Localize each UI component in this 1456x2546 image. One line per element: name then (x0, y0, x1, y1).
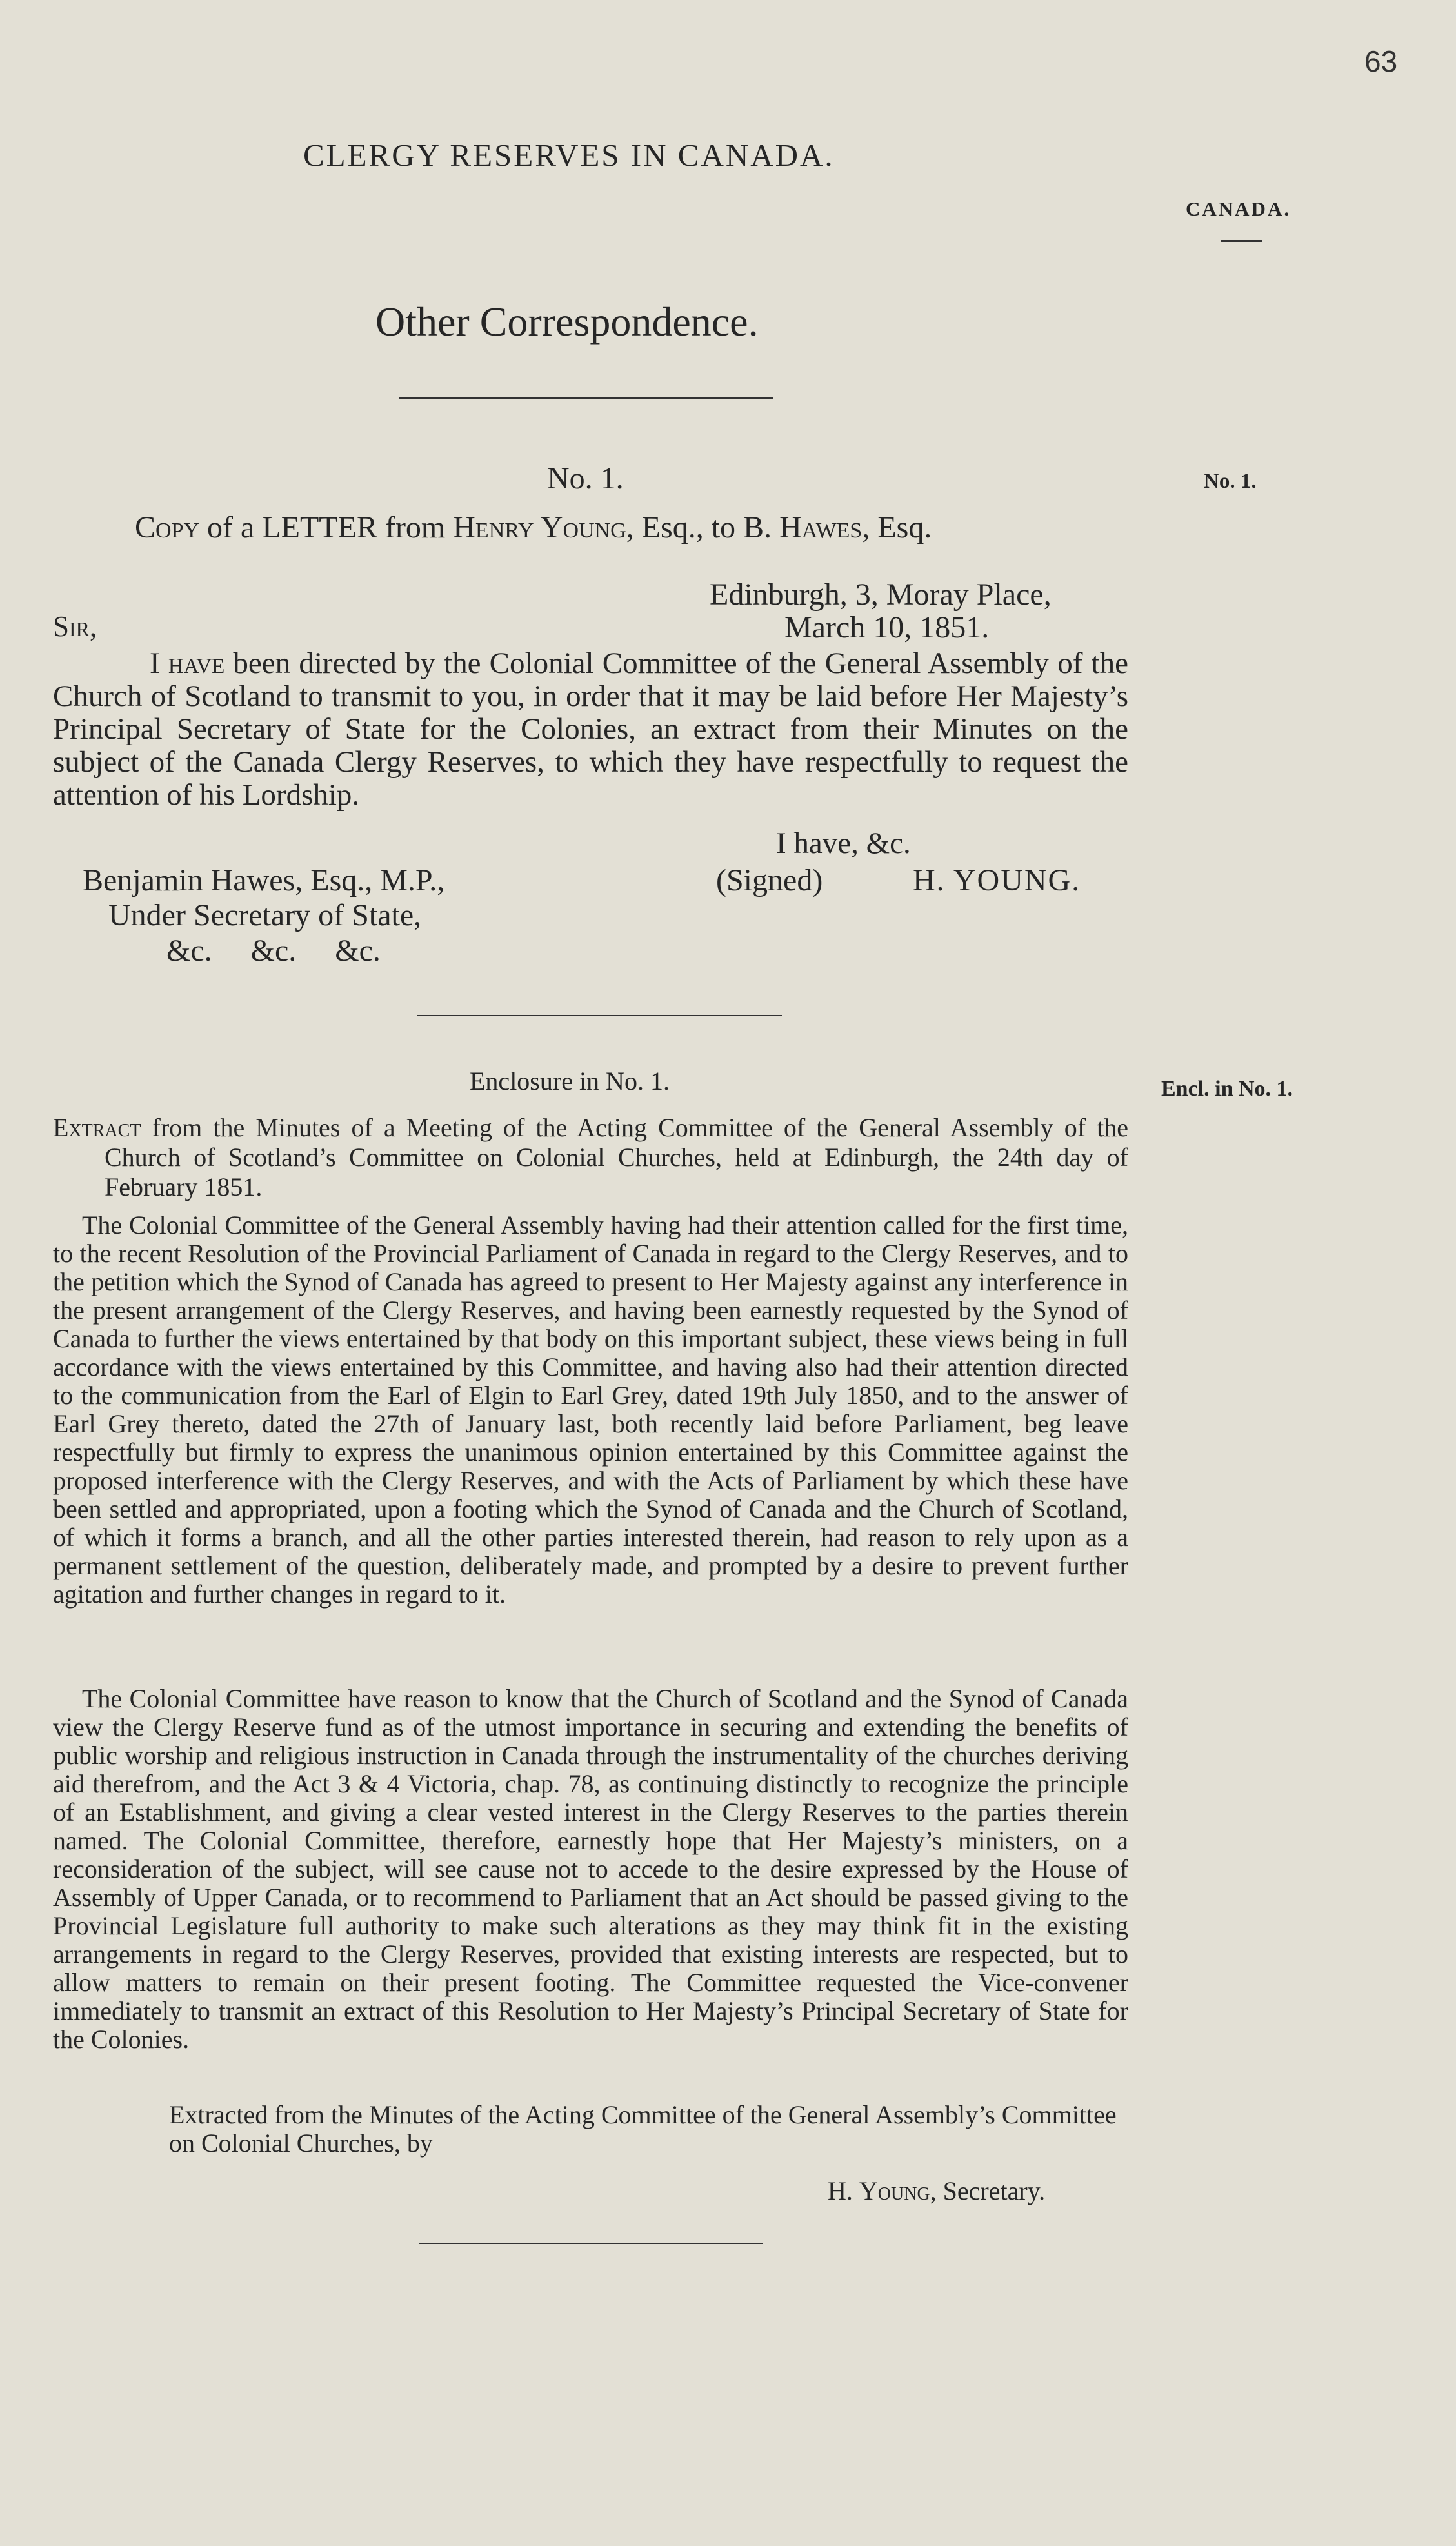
letter-body (53, 647, 1128, 812)
secretary-initial: H. (828, 2176, 859, 2205)
secretary-title: , Secretary. (930, 2176, 1046, 2205)
secretary-name: Young (859, 2176, 930, 2205)
section-heading: Other Correspondence. (375, 299, 759, 345)
letter-salutation: Sir, (53, 610, 97, 643)
margin-note-no1: No. 1. (1204, 470, 1257, 493)
extracted-from-note: Extracted from the Minutes of the Acting Committee of the General Assembly’s Committee on Colonial Churches, by (169, 2100, 1117, 2158)
title-text-3: , Esq. (862, 510, 932, 545)
divider-rule (419, 2243, 763, 2244)
secretary-signature (828, 2176, 1045, 2206)
letter-title (135, 510, 932, 545)
letter-date: March 10, 1851. (784, 610, 990, 645)
letter-closing: I have, &c. (776, 827, 911, 860)
addressee-etc: &c. &c. &c. (166, 934, 381, 968)
letter-number: No. 1. (547, 461, 624, 496)
enclosure-paragraph-2: The Colonial Committee have reason to know that the Church of Scotland and the Synod of Canada view the Clergy Reserve fund as of the utmost importance in securing and extending the benefits of public worship and religious instruction in Canada through the instrumentality of the churches deriving aid therefrom, and the Act 3 & 4 Victoria, chap. 78, as continuing distinctly to recognize the principle of an Establishment, and giving a clear vested interest in the Clergy Reserves to the parties therein named. The Colonial Committee, therefore, earnestly hope that Her Majesty’s ministers, on a reconsideration of the subject, will see cause not to accede to the desire expressed by the House of Assembly of Upper Canada, or to recommend to Parliament that an Act should be passed giving to the Provincial Legislature full authority to make such alterations as they may think fit in the existing arrangements in regard to the Clergy Reserves, provided that existing interests are respected, but to allow matters to remain on their present footing. The Committee requested the Vice-convener immediately to transmit an extract of this Resolution to Her Majesty’s Principal Secretary of State for the Colonies. (53, 1684, 1128, 2054)
extract-text: from the Minutes of a Meeting of the Acting Committee of the General Assembly of the Church of Scotland’s Committee on Colonial Churches, held at Edinburgh, the 24th day of February 1851. (105, 1113, 1128, 1201)
margin-divider (1221, 240, 1262, 242)
title-recipient-name: Hawes (779, 510, 863, 545)
title-text-2: , Esq., to B. (626, 510, 780, 545)
running-head: CLERGY RESERVES IN CANADA. (303, 137, 835, 173)
letter-opening: I have (150, 647, 225, 680)
enclosure-heading: Enclosure in No. 1. (470, 1067, 670, 1096)
divider-rule (417, 1015, 782, 1016)
extract-heading (53, 1113, 1128, 1202)
addressee-name: Benjamin Hawes, Esq., M.P., (83, 863, 445, 897)
enclosure-paragraph-1: The Colonial Committee of the General Assembly having had their attention called for the first time, to the recent Resolution of the Provincial Parliament of Canada in regard to the Clergy Reserves, and to the petition which the Synod of Canada has agreed to present to Her Majesty against any interference in the present arrangement of the Clergy Reserves, and having been earnestly requested by the Synod of Canada to further the views entertained by that body on this important subject, these views being in full accordance with the views entertained by this Committee, and having also had their attention directed to the communication from the Earl of Elgin to Earl Grey, dated 19th July 1850, and to the answer of Earl Grey thereto, dated the 27th of January last, both recently laid before Parliament, beg leave respectfully but firmly to express the unanimous opinion entertained by this Committee against the proposed interference with the Clergy Reserves, and with the Acts of Parliament by which these have been settled and appropriated, upon a footing which the Synod of Canada and the Church of Scotland, of which it forms a branch, and all the other parties interested therein, had reason to rely upon as a permanent settlement of the question, deliberately made, and prompted by a desire to prevent further agitation and further changes in regard to it. (53, 1210, 1128, 1609)
title-text: of a LETTER from (199, 510, 454, 545)
divider-rule (399, 397, 773, 399)
title-sender-name: Henry Young (453, 510, 626, 545)
letter-body-text: been directed by the Colonial Committee of the General Assembly of the Church of Scotland to transmit to you, in order that it may be laid before Her Majesty’s Principal Secretary of State for the Colonies, an extract from their Minutes on the subject of the Canada Clergy Reserves, to which they have respectfully to request the attention of his Lordship. (53, 647, 1128, 812)
page-number: 63 (1364, 45, 1398, 78)
extract-label: Extract (53, 1113, 141, 1142)
margin-note-canada: CANADA. (1186, 197, 1291, 220)
signature-name: H. YOUNG. (913, 863, 1081, 897)
signed-label: (Signed) (716, 863, 823, 897)
title-copy: Copy (135, 510, 200, 545)
margin-note-encl: Encl. in No. 1. (1161, 1077, 1293, 1101)
addressee-office: Under Secretary of State, (108, 898, 422, 932)
letter-address: Edinburgh, 3, Moray Place, (710, 577, 1052, 612)
